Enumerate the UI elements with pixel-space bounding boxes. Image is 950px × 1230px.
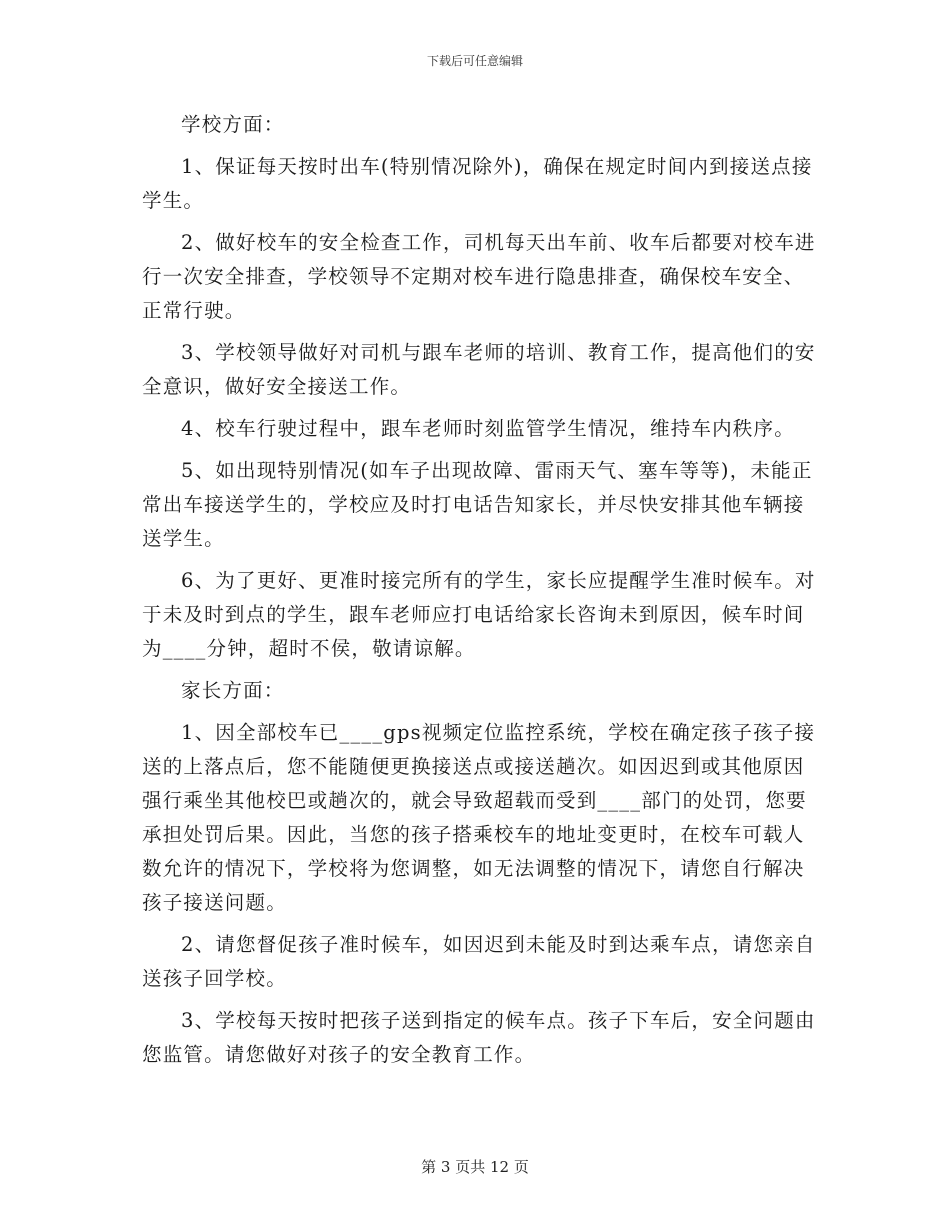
school-item-2: 2、做好校车的安全检查工作，司机每天出车前、收车后都要对校车进行一次安全排查，学校领导不定期对校车进行隐患排查，确保校车安全、正常行驶。 (142, 231, 816, 322)
school-item-6: 6、为了更好、更准时接完所有的学生，家长应提醒学生准时候车。对于未及时到点的学生，跟车老师应打电话给家长咨询未到原因，候车时间为____分钟，超时不侯，敬请谅解。 (142, 569, 816, 660)
school-item-3: 3、学校领导做好对司机与跟车老师的培训、教育工作，提高他们的安全意识，做好安全接送工作。 (142, 341, 816, 398)
school-item-1: 1、保证每天按时出车(特别情况除外)，确保在规定时间内到接送点接学生。 (142, 155, 813, 212)
parent-item-1: 1、因全部校车已____gps视频定位监控系统，学校在确定孩子孩子接送的上落点后，您不能随便更换接送点或接送趟次。如因迟到或其他原因强行乘坐其他校巴或趟次的，就会导致超载而受到____部门的处罚，您要承担处罚后果。因此，当您的孩子搭乘校车的地址变更时，在校车可载人数允许的情况下，学校将为您调整，如无法调整的情况下，请您自行解决孩子接送问题。 (142, 721, 816, 914)
section-heading-parents: 家长方面： (181, 679, 285, 702)
school-item-5: 5、如出现特别情况(如车子出现故障、雷雨天气、塞车等等)，未能正常出车接送学生的，学校应及时打电话告知家长，并尽快安排其他车辆接送学生。 (142, 459, 813, 550)
page-header: 下载后可任意编辑 (426, 54, 523, 68)
section-heading-school: 学校方面： (181, 113, 285, 136)
document-body (142, 108, 822, 1080)
parent-item-2: 2、请您督促孩子准时候车，如因迟到未能及时到达乘车点，请您亲自送孩子回学校。 (142, 933, 816, 990)
school-item-4: 4、校车行驶过程中，跟车老师时刻监管学生情况，维持车内秩序。 (181, 417, 795, 440)
parent-item-3: 3、学校每天按时把孩子送到指定的候车点。孩子下车后，安全问题由您监管。请您做好对孩子的安全教育工作。 (142, 1009, 816, 1066)
page-footer: 第 3 页共 12 页 (421, 1158, 529, 1176)
